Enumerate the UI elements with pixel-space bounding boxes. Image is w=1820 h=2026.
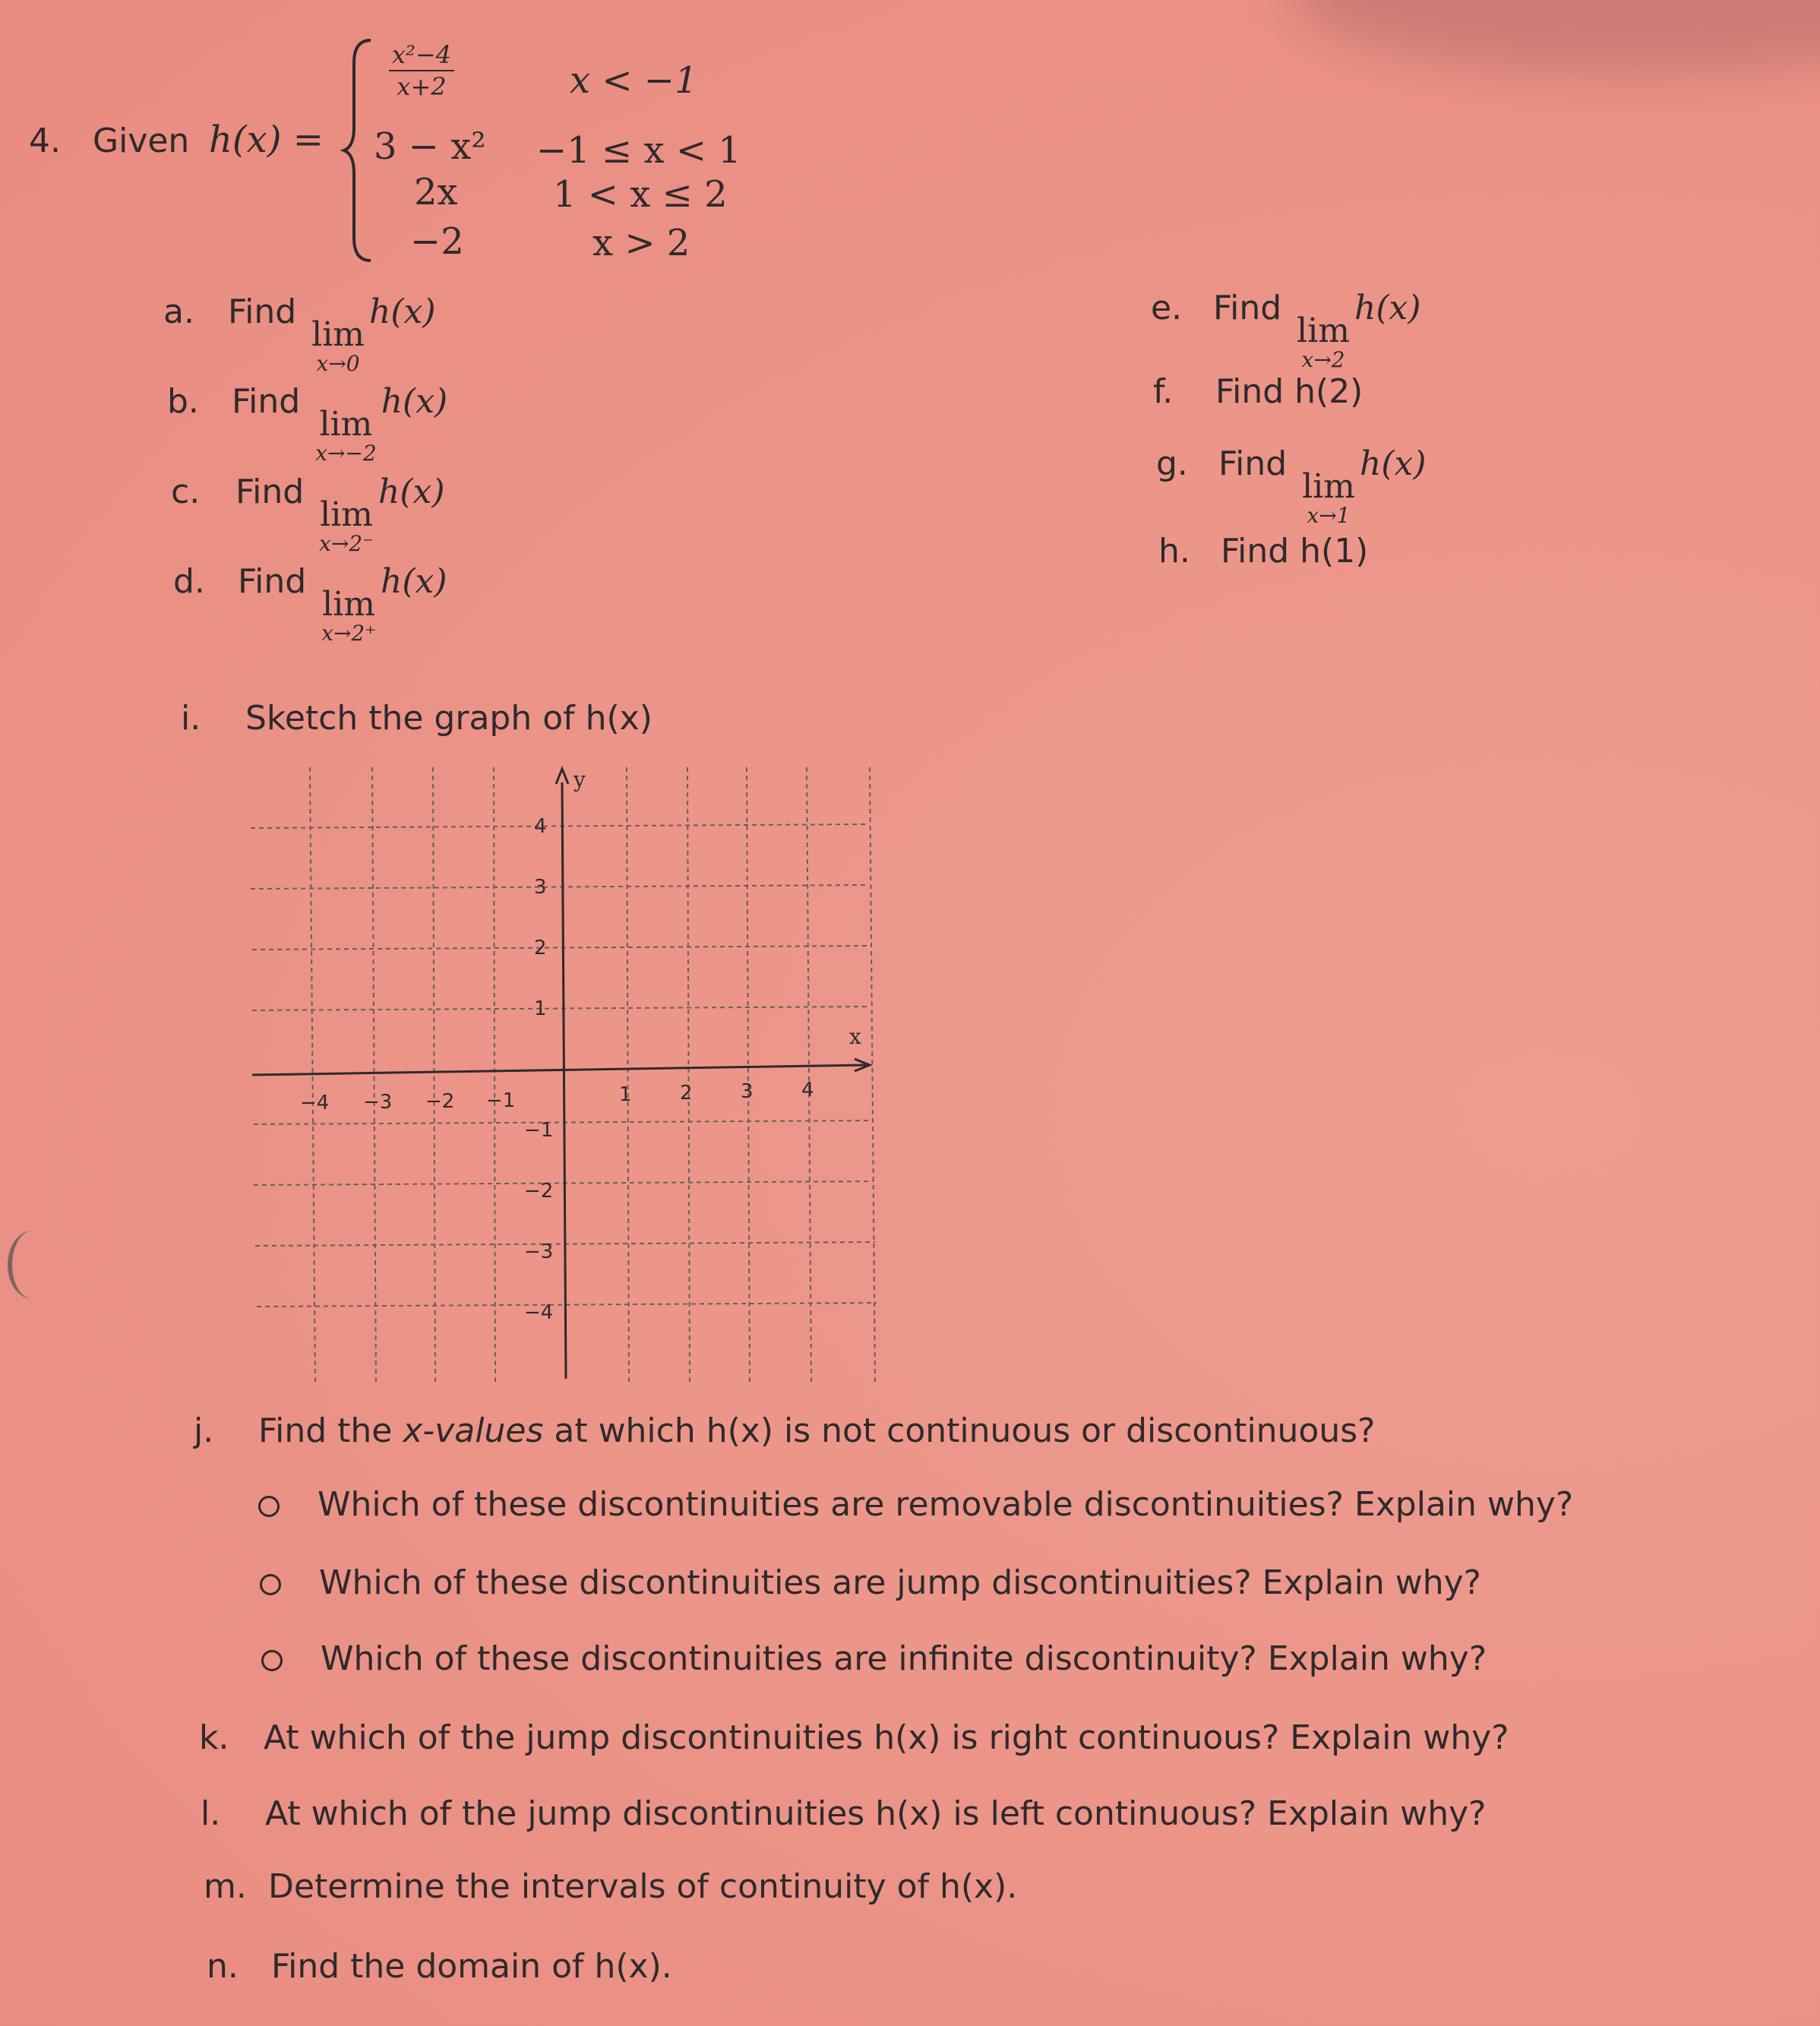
x-tick-2: 2	[680, 1082, 693, 1105]
y-tick-1: 1	[534, 997, 547, 1020]
piece-1-cond: x < −1	[570, 59, 698, 102]
piece-4-cond: x > 2	[592, 222, 690, 264]
bullet-removable: Which of these discontinuities are removable discontinuities? Explain why?	[258, 1485, 1573, 1524]
piece-1-expr: $\frac{\text{x²−4}}{x+2}$	[389, 40, 454, 102]
y-tick-4: 4	[534, 815, 547, 838]
part-l: l. At which of the jump discontinuities h(x) is left continuous? Explain why?	[201, 1794, 1487, 1833]
part-i: i. Sketch the graph of h(x)	[181, 699, 652, 738]
x-axis-label: x	[849, 1024, 861, 1049]
part-h: h. Find h(1)	[1158, 532, 1369, 571]
x-tick-3: 3	[741, 1080, 754, 1103]
piece-2-cond: −1 ≤ x < 1	[536, 129, 741, 172]
bullet-icon	[258, 1496, 280, 1517]
y-tick-neg2: −2	[524, 1180, 554, 1203]
y-axis-label: y	[573, 767, 586, 792]
bullet-infinite: Which of these discontinuities are infinite discontinuity? Explain why?	[261, 1639, 1487, 1678]
part-a: a. Find lim x→0 h(x)	[163, 292, 436, 376]
bullet-jump: Which of these discontinuities are jump discontinuities? Explain why?	[260, 1563, 1481, 1602]
part-b: b. Find lim x→−2 h(x)	[167, 382, 448, 466]
part-c: c. Find lim x→2⁻ h(x)	[171, 473, 445, 556]
function-def: h(x) =	[209, 119, 324, 161]
part-k: k. At which of the jump discontinuities h(x) is right continuous? Explain why?	[199, 1718, 1509, 1757]
part-g: g. Find lim x→1 h(x)	[1156, 444, 1427, 528]
piecewise-brace	[340, 36, 378, 264]
part-f: f. Find h(2)	[1153, 372, 1363, 411]
part-e: e. Find lim x→2 h(x)	[1151, 289, 1421, 372]
graph-grid	[243, 760, 896, 1390]
y-tick-neg3: −3	[524, 1241, 554, 1263]
part-j: j. Find the x-values at which h(x) is not continuous or discontinuous?	[194, 1411, 1376, 1450]
x-tick-neg1: −1	[486, 1089, 516, 1112]
x-tick-neg4: −4	[300, 1092, 330, 1114]
part-m: m. Determine the intervals of continuity of h(x).	[204, 1867, 1018, 1906]
x-tick-neg3: −3	[363, 1091, 393, 1114]
x-tick-neg2: −2	[425, 1090, 455, 1113]
given-text: Given	[93, 122, 190, 160]
binder-hole	[8, 1231, 58, 1299]
piece-4-expr: −2	[410, 220, 464, 263]
y-tick-2: 2	[534, 937, 547, 959]
shadow	[1291, 0, 1820, 76]
bullet-icon	[260, 1574, 281, 1595]
y-tick-neg1: −1	[524, 1119, 554, 1142]
x-tick-1: 1	[619, 1083, 632, 1106]
y-tick-neg4: −4	[524, 1301, 554, 1324]
piece-2-expr: 3 − x²	[374, 125, 486, 168]
x-tick-4: 4	[801, 1079, 814, 1101]
part-n: n. Find the domain of h(x).	[207, 1947, 672, 1986]
bullet-icon	[261, 1650, 283, 1671]
y-tick-3: 3	[534, 876, 547, 899]
piece-3-expr: 2x	[414, 171, 458, 213]
part-d: d. Find lim x→2⁺ h(x)	[173, 562, 447, 646]
piece-3-cond: 1 < x ≤ 2	[553, 173, 728, 216]
problem-number: 4.	[29, 122, 61, 160]
